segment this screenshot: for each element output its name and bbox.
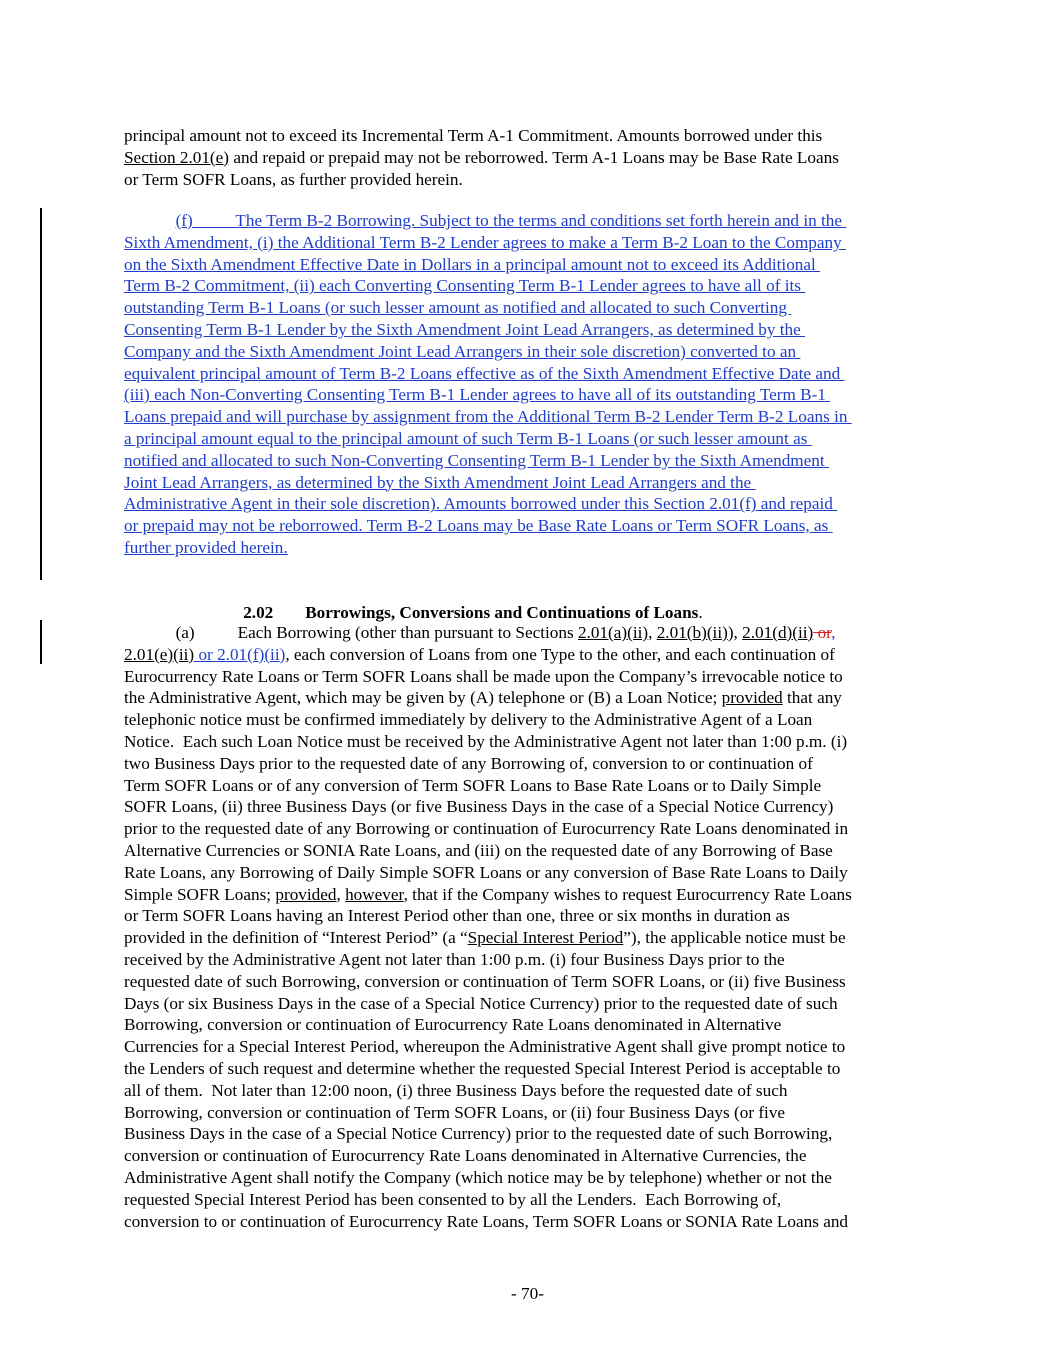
- section-title: Borrowings, Conversions and Continuations of Loans: [305, 602, 699, 622]
- text-line: [124, 731, 847, 753]
- text-run: all of them. Not later than 12:00 noon, (i) three Business Days before the requested date of such: [124, 1080, 788, 1100]
- text-line: [124, 1014, 781, 1036]
- inserted-text: or prepaid may not be reborrowed. Term B-2 Loans may be Base Rate Loans or Term SOFR Loans, as: [124, 516, 833, 536]
- underlined-text: provided: [275, 884, 337, 904]
- text-line: [124, 687, 842, 709]
- text-line: [124, 1167, 832, 1189]
- change-bar-section-a: [40, 620, 42, 664]
- inserted-text: equivalent principal amount of Term B-2 Loans effective as of the Sixth Amendment Effective Date and: [124, 363, 845, 383]
- inserted-text: or 2.01(f)(ii): [194, 644, 286, 664]
- text-line: [124, 1102, 785, 1124]
- text-run: the Lenders of such request and determine whether the requested Special Interest Period is acceptable to: [124, 1059, 841, 1078]
- text-line: [124, 384, 830, 406]
- text-line: [124, 319, 805, 341]
- text-line: [124, 796, 833, 818]
- text-line: [124, 753, 813, 775]
- text-line: [124, 644, 835, 666]
- underlined-text: 2.01(d)(ii): [742, 623, 814, 642]
- underlined-text: provided: [721, 688, 783, 708]
- text-line: [124, 840, 833, 862]
- text-run: principal amount not to exceed its Incremental Term A-1 Commitment. Amounts borrowed under this: [124, 126, 823, 145]
- inserted-text: Consenting Term B-1 Lender by the Sixth Amendment Joint Lead Arrangers, as determined by the: [124, 320, 806, 339]
- section-title-period: .: [698, 602, 703, 622]
- text-run: (a) Each Borrowing (other than pursuant to Sections: [124, 623, 578, 642]
- text-line: [124, 450, 829, 472]
- text-run: Borrowing, conversion or continuation of Eurocurrency Rate Loans denominated in Alternative: [124, 1015, 782, 1035]
- section-number: 2.02: [243, 602, 274, 622]
- text-run: that any: [782, 688, 842, 708]
- inserted-text: Sixth Amendment, (i) the Additional Term B-2 Lender agrees to make a Term B-2 Loan to the Company: [124, 232, 847, 252]
- text-run: SOFR Loans, (ii) three Business Days (or five Business Days in the case of a Special Notice Currency): [124, 797, 834, 817]
- underlined-text: 2.01(b)(ii): [656, 623, 728, 642]
- underlined-text: Section 2.01(e): [124, 147, 230, 167]
- text-line: [124, 1058, 840, 1080]
- text-line: [124, 709, 812, 731]
- text-line: [124, 927, 846, 949]
- text-line: [124, 949, 785, 971]
- text-run: conversion to or continuation of Eurocurrency Rate Loans, Term SOFR Loans or SONIA Rate Loans and: [124, 1211, 849, 1231]
- inserted-text: Loans prepaid and will purchase by assignment from the Additional Term B-2 Lender Term B-2 Loans in: [124, 407, 852, 427]
- text-run: Administrative Agent shall notify the Company (which notice may be by telephone) whether or not the: [124, 1168, 832, 1187]
- underlined-text: 2.01(e)(ii): [124, 644, 195, 664]
- underlined-text: 2.01(a)(ii): [577, 623, 649, 642]
- change-bar-section-f: [40, 208, 42, 580]
- text-line: [124, 862, 848, 884]
- text-run: Days (or six Business Days in the case of a Special Notice Currency) prior to the requested date of such: [124, 993, 838, 1013]
- inserted-text: a principal amount equal to the principal amount of such Term B-1 Loans (or such lesser amount as: [124, 429, 812, 448]
- text-line: [124, 341, 800, 363]
- text-line: [124, 818, 848, 840]
- text-run: ,: [648, 623, 657, 642]
- text-line: [124, 210, 846, 232]
- text-line: [124, 537, 288, 559]
- inserted-text: on the Sixth Amendment Effective Date in Dollars in a principal amount not to exceed its Additional: [124, 254, 821, 274]
- text-line: [124, 971, 846, 993]
- text-line: [124, 493, 837, 515]
- inserted-text: (f) The Term B-2 Borrowing. Subject to the terms and conditions set forth herein and in the: [175, 211, 847, 230]
- text-line: [124, 1036, 845, 1058]
- text-run: prior to the requested date of any Borrowing or continuation of Eurocurrency Rate Loans denominated in: [124, 819, 849, 839]
- text-line: [124, 363, 844, 385]
- text-line: [124, 472, 755, 494]
- text-run: ),: [727, 623, 743, 642]
- text-line: [124, 905, 790, 927]
- text-line: [124, 232, 846, 254]
- text-line: [124, 297, 791, 319]
- text-run: ”), the applicable notice must be: [623, 928, 846, 948]
- text-run: [124, 211, 176, 230]
- text-run: provided in the definition of “Interest Period” (a “: [124, 928, 468, 948]
- inserted-text: Joint Lead Arrangers, as determined by the Sixth Amendment Joint Lead Arrangers and the: [124, 472, 756, 492]
- text-run: two Business Days prior to the requested date of any Borrowing of, conversion to or continuation of: [124, 753, 813, 773]
- text-line: [124, 275, 805, 297]
- text-line: [124, 254, 820, 276]
- text-run: , that if the Company wishes to request Eurocurrency Rate Loans: [403, 884, 852, 904]
- text-line: [124, 775, 821, 797]
- text-line: [124, 1145, 807, 1167]
- text-line: [124, 1211, 848, 1233]
- inserted-text: further provided herein.: [124, 538, 288, 557]
- underlined-text: however: [345, 884, 404, 904]
- text-run: requested date of such Borrowing, conversion or continuation of Term SOFR Loans, or (ii) five Business: [124, 971, 846, 991]
- inserted-text: ,: [831, 623, 836, 642]
- text-line: [124, 1080, 787, 1102]
- inserted-text: (iii) each Non-Converting Consenting Term B-1 Lender agrees to have all of its outstanding Term B-1: [124, 385, 831, 405]
- text-run: Simple SOFR Loans;: [124, 884, 276, 904]
- inserted-text: Company and the Sixth Amendment Joint Lead Arrangers in their sole discretion) converted to an: [124, 341, 801, 361]
- text-run: ,: [336, 884, 346, 904]
- inserted-text: Term B-2 Commitment, (ii) each Converting Consenting Term B-1 Lender agrees to have all of its: [124, 276, 806, 296]
- text-run: Borrowing, conversion or continuation of Term SOFR Loans, or (ii) four Business Days (or five: [124, 1102, 786, 1122]
- text-run: received by the Administrative Agent not later than 1:00 p.m. (i) four Business Days prior to the: [124, 950, 785, 969]
- text-line: [124, 147, 839, 169]
- text-run: , each conversion of Loans from one Type to the other, and each continuation of: [285, 644, 835, 664]
- text-line: [124, 406, 852, 428]
- text-line: [124, 428, 812, 450]
- inserted-text: outstanding Term B-1 Loans (or such lesser amount as notified and allocated to such Converting: [124, 298, 792, 318]
- text-run: Notice. Each such Loan Notice must be received by the Administrative Agent not later than 1:00 p.m. (i): [124, 732, 848, 751]
- underlined-text: Special Interest Period: [467, 928, 624, 948]
- text-line: [124, 993, 838, 1015]
- text-line: [124, 666, 843, 688]
- text-line: [124, 1123, 832, 1145]
- text-line: [124, 125, 822, 147]
- text-line: [124, 622, 836, 644]
- text-line: [124, 884, 852, 906]
- text-line: [124, 169, 463, 191]
- text-run: Alternative Currencies or SONIA Rate Loans, and (iii) on the requested date of any Borrowing of Base: [124, 841, 833, 860]
- inserted-text: Administrative Agent in their sole discretion). Amounts borrowed under this Section 2.01(f) and repaid: [124, 494, 838, 514]
- deleted-text: or: [813, 623, 832, 642]
- text-line: [124, 1189, 781, 1211]
- text-run: the Administrative Agent, which may be given by (A) telephone or (B) a Loan Notice;: [124, 688, 722, 708]
- page-number: - 70-: [511, 1284, 544, 1303]
- text-run: Business Days in the case of a Special Notice Currency) prior to the requested date of such Borrowing,: [124, 1124, 833, 1144]
- text-run: Rate Loans, any Borrowing of Daily Simple SOFR Loans or any conversion of Base Rate Loans to Daily: [124, 862, 848, 882]
- text-line: [124, 515, 833, 537]
- inserted-text: notified and allocated to such Non-Converting Consenting Term B-1 Lender by the Sixth Amendment: [124, 450, 829, 470]
- text-run: conversion or continuation of Eurocurrency Rate Loans denominated in Alternative Currencies, the: [124, 1146, 807, 1166]
- text-run: and repaid or prepaid may not be reborrowed. Term A-1 Loans may be Base Rate Loans: [229, 147, 839, 167]
- text-run: Currencies for a Special Interest Period, whereupon the Administrative Agent shall give prompt notice to: [124, 1037, 846, 1057]
- text-run: or Term SOFR Loans having an Interest Period other than one, three or six months in duration as: [124, 906, 790, 926]
- text-run: requested Special Interest Period has been consented to by all the Lenders. Each Borrowing of,: [124, 1189, 782, 1209]
- text-run: Eurocurrency Rate Loans or Term SOFR Loans shall be made upon the Company’s irrevocable notice to: [124, 666, 843, 686]
- text-run: or Term SOFR Loans, as further provided herein.: [124, 169, 463, 189]
- text-run: Term SOFR Loans or of any conversion of Term SOFR Loans to Base Rate Loans or to Daily Simple: [124, 775, 822, 795]
- text-run: telephonic notice must be confirmed immediately by delivery to the Administrative Agent of a Loan: [124, 710, 813, 730]
